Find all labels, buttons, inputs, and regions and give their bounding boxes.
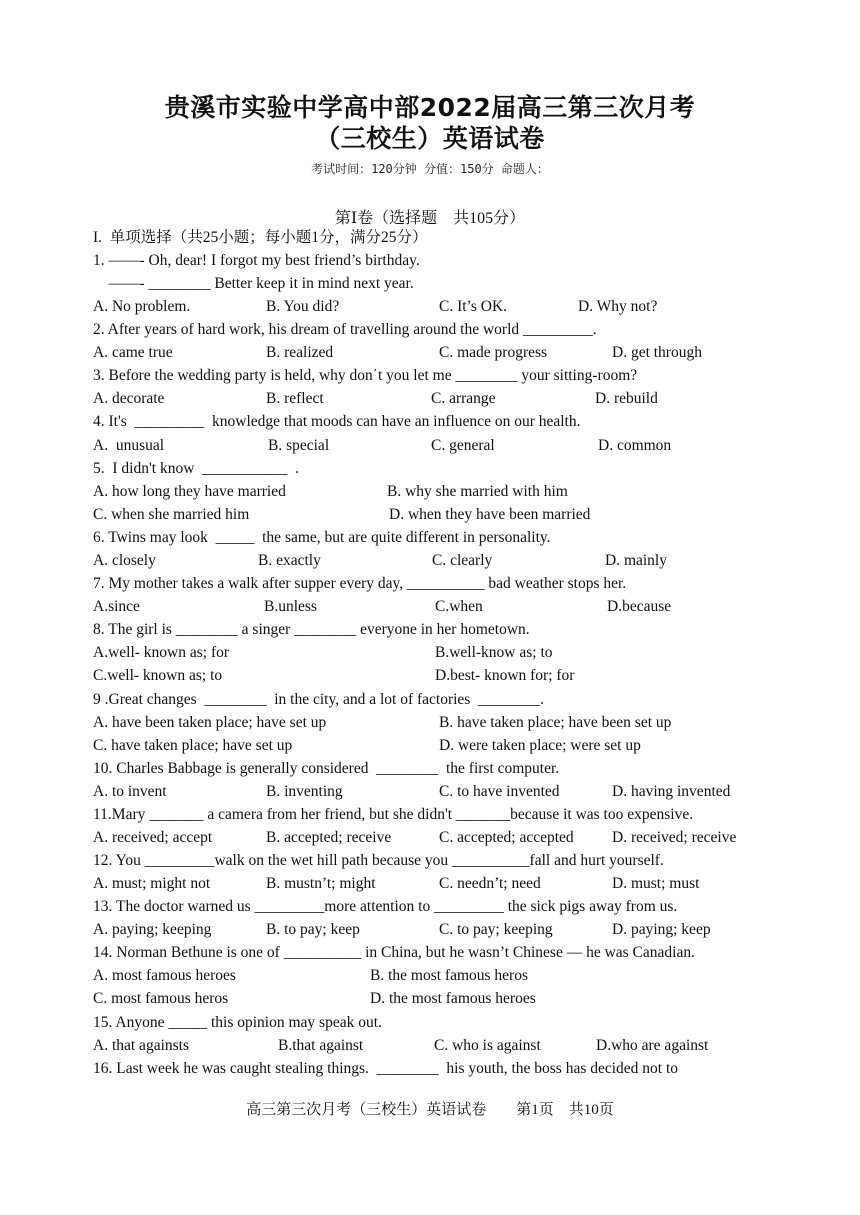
option-a[interactable]: A. closely [93, 552, 156, 569]
option-a[interactable]: A. decorate [93, 390, 165, 407]
question-9-options-row1 [93, 713, 773, 733]
question-1-stem: 1. ——- Oh, dear! I forgot my best friend’s birthday. [93, 252, 420, 269]
question-2-stem: 2. After years of hard work, his dream of travelling around the world _________. [93, 321, 597, 338]
option-b[interactable]: B.that against [278, 1037, 364, 1054]
option-c[interactable]: C. arrange [431, 390, 496, 407]
question-13-options [93, 920, 773, 940]
option-c[interactable]: C. clearly [432, 552, 493, 569]
question-9-stem: 9 .Great changes ________ in the city, and a lot of factories ________. [93, 691, 544, 708]
option-d[interactable]: D. common [598, 437, 672, 454]
question-9-options-row2 [93, 736, 773, 756]
option-b[interactable]: B.well-know as; to [435, 644, 553, 661]
option-d[interactable]: D. when they have been married [389, 506, 591, 523]
question-16-stem: 16. Last week he was caught stealing things. ________ his youth, the boss has decided not to [93, 1060, 679, 1077]
option-a[interactable]: A. unusual [93, 437, 165, 454]
option-d[interactable]: D. get through [612, 344, 702, 361]
question-8-options-row2 [93, 666, 773, 686]
option-c[interactable]: C. most famous heros [93, 990, 229, 1007]
option-d[interactable]: D. were taken place; were set up [439, 737, 641, 754]
question-15-stem: 15. Anyone _____ this opinion may speak out. [93, 1014, 382, 1031]
option-b[interactable]: B. reflect [266, 390, 324, 407]
section-title: 第Ⅰ卷（选择题 共105分） [334, 210, 526, 227]
option-c[interactable]: C. made progress [439, 344, 548, 361]
option-d[interactable]: D. having invented [612, 783, 731, 800]
question-2-options [93, 343, 773, 363]
page-footer [0, 1098, 860, 1119]
option-a[interactable]: A. came true [93, 344, 173, 361]
option-b[interactable]: B. mustn’t; might [266, 875, 376, 892]
option-c[interactable]: C. who is against [434, 1037, 541, 1054]
option-b[interactable]: B. have taken place; have been set up [439, 714, 672, 731]
option-b[interactable]: B. the most famous heros [370, 967, 528, 984]
question-6-stem: 6. Twins may look _____ the same, but are quite different in personality. [93, 529, 551, 546]
option-b[interactable]: B. You did? [266, 298, 340, 315]
question-3-stem: 3. Before the wedding party is held, why don΄t you let me ________ your sitting-room? [93, 367, 638, 384]
option-d[interactable]: D. mainly [605, 552, 667, 569]
option-d[interactable]: D.who are against [596, 1037, 709, 1054]
question-12-stem: 12. You _________walk on the wet hill path because you __________fall and hurt yourself. [93, 852, 664, 869]
exam-meta: 考试时间：120分钟 分值：150分 命题人： [311, 162, 549, 176]
question-10-stem: 10. Charles Babbage is generally considered ________ the first computer. [93, 760, 560, 777]
question-6-options [93, 551, 773, 571]
option-b[interactable]: B. why she married with him [387, 483, 568, 500]
option-c[interactable]: C. accepted; accepted [439, 829, 574, 846]
question-4-options [93, 436, 773, 456]
option-a[interactable]: A. must; might not [93, 875, 211, 892]
option-d[interactable]: D. the most famous heroes [370, 990, 536, 1007]
option-c[interactable]: C. when she married him [93, 506, 250, 523]
question-7-stem: 7. My mother takes a walk after supper every day, __________ bad weather stops her. [93, 575, 627, 592]
exam-subtitle: （三校生）英语试卷 [315, 124, 545, 153]
option-a[interactable]: A. received; accept [93, 829, 213, 846]
option-b[interactable]: B. special [268, 437, 330, 454]
option-a[interactable]: A.well- known as; for [93, 644, 230, 661]
option-d[interactable]: D. Why not? [578, 298, 658, 315]
option-a[interactable]: A. that againsts [93, 1037, 189, 1054]
footer-page-total: 共10页 [568, 1102, 614, 1118]
option-b[interactable]: B. realized [266, 344, 334, 361]
option-c[interactable]: C. to have invented [439, 783, 560, 800]
option-d[interactable]: D. must; must [612, 875, 700, 892]
question-11-options [93, 828, 773, 848]
option-a[interactable]: A. No problem. [93, 298, 191, 315]
option-d[interactable]: D. received; receive [612, 829, 737, 846]
question-8-options-row1 [93, 643, 773, 663]
option-a[interactable]: A. have been taken place; have set up [93, 714, 327, 731]
option-c[interactable]: C. to pay; keeping [439, 921, 553, 938]
question-3-options [93, 389, 773, 409]
question-7-options [93, 597, 773, 617]
option-d[interactable]: D.best- known for; for [435, 667, 575, 684]
question-12-options [93, 874, 773, 894]
footer-page-number: 第1页 [516, 1102, 554, 1118]
option-d[interactable]: D.because [607, 598, 672, 615]
question-13-stem: 13. The doctor warned us _________more attention to _________ the sick pigs away from us. [93, 898, 678, 915]
question-11-stem: 11.Mary _______ a camera from her friend, but she didn't _______because it was too expensive. [93, 806, 694, 823]
question-10-options [93, 782, 773, 802]
option-d[interactable]: D. rebuild [595, 390, 658, 407]
option-a[interactable]: A. most famous heroes [93, 967, 236, 984]
question-1-stem-2: ——- ________ Better keep it in mind next year. [93, 275, 414, 292]
option-a[interactable]: A. how long they have married [93, 483, 286, 500]
option-b[interactable]: B. accepted; receive [266, 829, 392, 846]
question-15-options [93, 1036, 773, 1056]
question-14-options-row1 [93, 966, 773, 986]
option-b[interactable]: B. to pay; keep [266, 921, 360, 938]
exam-title: 贵溪市实验中学高中部2022届高三第三次月考 [164, 93, 696, 122]
option-a[interactable]: A. paying; keeping [93, 921, 212, 938]
option-c[interactable]: C. It’s OK. [439, 298, 508, 315]
question-14-options-row2 [93, 989, 773, 1009]
question-14-stem: 14. Norman Bethune is one of __________ in China, but he wasn’t Chinese — he was Canadian. [93, 944, 695, 961]
question-5-options-row2 [93, 505, 773, 525]
question-1-options [93, 297, 773, 317]
option-d[interactable]: D. paying; keep [612, 921, 711, 938]
option-c[interactable]: C.when [435, 598, 483, 615]
option-b[interactable]: B. exactly [258, 552, 321, 569]
question-5-stem: 5. I didn't know ___________ . [93, 460, 300, 477]
option-b[interactable]: B. inventing [266, 783, 343, 800]
footer-exam-name: 高三第三次月考（三校生）英语试卷 [246, 1102, 487, 1118]
option-c[interactable]: C.well- known as; to [93, 667, 223, 684]
part-heading: I. 单项选择（共25小题；每小题1分，满分25分） [93, 229, 428, 246]
question-8-stem: 8. The girl is ________ a singer ________ everyone in her hometown. [93, 621, 530, 638]
option-a[interactable]: A. to invent [93, 783, 167, 800]
option-c[interactable]: C. have taken place; have set up [93, 737, 293, 754]
option-c[interactable]: C. general [431, 437, 495, 454]
question-5-options-row1 [93, 482, 773, 502]
question-4-stem: 4. It's _________ knowledge that moods can have an influence on our health. [93, 413, 581, 430]
option-a[interactable]: A.since [93, 598, 140, 615]
option-c[interactable]: C. needn’t; need [439, 875, 541, 892]
option-b[interactable]: B.unless [264, 598, 317, 615]
